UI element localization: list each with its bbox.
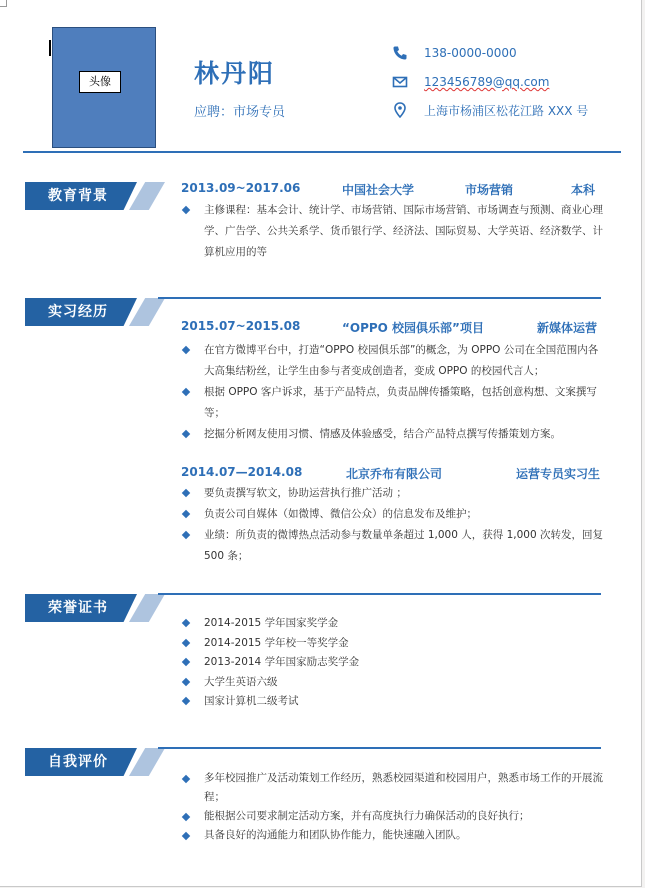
self-eval-text: 多年校园推广及活动策划工作经历，熟悉校园渠道和校园用户，熟悉市场工作的开展流程；	[204, 772, 603, 803]
internship-1-head	[181, 319, 601, 337]
internship-1-role: 新媒体运营	[537, 321, 598, 335]
education-school: 中国社会大学	[342, 183, 415, 197]
internship-bullet-text: 根据 OPPO 客户诉求，基于产品特点，负责品牌传播策略，包括创意构想、文案撰写等；	[204, 386, 597, 419]
bullet-diamond-icon	[182, 430, 190, 438]
list-item	[180, 653, 605, 673]
internship-2-org: 北京乔布有限公司	[346, 467, 443, 481]
bullet-diamond-icon	[182, 619, 190, 627]
bullet-diamond-icon	[182, 206, 190, 214]
list-item	[180, 673, 605, 693]
bullet-diamond-icon	[182, 697, 190, 705]
section-divider-self-eval	[158, 747, 601, 749]
page-corner-mark	[0, 0, 7, 7]
internship-2-bullets	[180, 483, 605, 567]
section-divider-honors	[158, 593, 601, 595]
bullet-diamond-icon	[182, 388, 190, 396]
list-item	[180, 483, 605, 504]
bullet-diamond-icon	[182, 531, 190, 539]
section-title-honors: 荣誉证书	[48, 600, 108, 616]
bullet-diamond-icon	[182, 638, 190, 646]
section-title-internship: 实习经历	[48, 304, 108, 320]
education-degree: 本科	[571, 183, 596, 197]
section-divider-internship	[158, 297, 601, 299]
honor-text: 2013-2014 学年国家励志奖学金	[204, 656, 360, 669]
internship-bullet-text: 在官方微博平台中，打造“OPPO 校园俱乐部”的概念，为 OPPO 公司在全国范围内各大高集结粉丝，让学生由参与者变成创造者，变成 OPPO 的校园代言人；	[204, 344, 599, 377]
honor-text: 国家计算机二级考试	[204, 695, 299, 708]
bullet-diamond-icon	[182, 775, 190, 783]
internship-bullet-text: 要负责撰写软文，协助运营执行推广活动 ；	[204, 487, 407, 499]
bullet-diamond-icon	[182, 832, 190, 840]
bullet-diamond-icon	[182, 678, 190, 686]
list-item	[180, 424, 605, 445]
internship-1-period: 2015.07~2015.08	[181, 319, 301, 333]
text-cursor	[49, 40, 51, 56]
education-major: 市场营销	[465, 183, 514, 197]
list-item	[180, 826, 605, 845]
list-item	[180, 340, 605, 382]
education-period: 2013.09~2017.06	[181, 181, 301, 195]
internship-1-org: “OPPO 校园俱乐部”项目	[342, 321, 484, 335]
internship-bullet-text: 业绩：所负责的微博热点活动参与数量单条超过 1,000 人，获得 1,000 次转发，回复 500 条；	[204, 529, 603, 562]
bullet-diamond-icon	[182, 510, 190, 518]
list-item	[180, 769, 605, 807]
list-item	[180, 807, 605, 826]
location-pin-icon	[392, 102, 408, 118]
list-item	[180, 614, 605, 634]
education-bullet-text: 主修课程：基本会计、统计学、市场营销、国际市场营销、市场调查与预测、商业心理学、广告学、公共关系学、货币银行学、经济法、国际贸易、大学英语、经济数学、计算机应用的等	[204, 204, 603, 258]
contact-phone	[392, 43, 517, 63]
internship-1-bullets	[180, 340, 605, 445]
candidate-name: 林丹阳	[194, 59, 276, 88]
internship-bullet-text: 挖掘分析网友使用习惯、情感及体验感受，结合产品特点撰写传播策划方案。	[204, 428, 561, 440]
address-text: 上海市杨浦区松花江路 XXX 号	[424, 103, 589, 118]
mail-icon	[392, 74, 408, 90]
list-item	[180, 525, 605, 567]
education-entry-head	[181, 181, 601, 199]
list-item	[180, 382, 605, 424]
list-item	[180, 200, 605, 263]
avatar-photo-box[interactable]	[52, 27, 156, 148]
list-item	[180, 692, 605, 712]
internship-2-period: 2014.07—2014.08	[181, 465, 303, 479]
job-target: 应聘：市场专员	[194, 105, 286, 120]
section-title-education: 教育背景	[48, 188, 108, 204]
list-item	[180, 504, 605, 525]
honor-text: 2014-2015 学年校一等奖学金	[204, 636, 349, 649]
email-text[interactable]: 123456789@qq.com	[424, 75, 550, 89]
header-divider	[23, 151, 621, 153]
self-eval-list	[180, 769, 605, 845]
honor-text: 2014-2015 学年国家奖学金	[204, 617, 339, 629]
avatar-label: 头像	[79, 71, 121, 93]
section-title-self-eval: 自我评价	[48, 754, 108, 770]
bullet-diamond-icon	[182, 813, 190, 821]
contact-address	[392, 100, 588, 120]
bullet-diamond-icon	[182, 346, 190, 354]
self-eval-text: 具备良好的沟通能力和团队协作能力，能快速融入团队。	[204, 829, 467, 841]
bullet-diamond-icon	[182, 658, 190, 666]
internship-2-role: 运营专员实习生	[516, 467, 601, 481]
internship-2-head	[181, 465, 601, 483]
internship-bullet-text: 负责公司自媒体（如微博、微信公众）的信息发布及维护；	[204, 508, 477, 520]
phone-icon	[392, 45, 408, 61]
self-eval-text: 能根据公司要求制定活动方案，并有高度执行力确保活动的良好执行；	[204, 810, 530, 822]
contact-email	[392, 72, 549, 92]
honor-text: 大学生英语六级	[204, 675, 278, 688]
honors-list	[180, 614, 605, 712]
phone-text: 138-0000-0000	[424, 46, 517, 60]
education-bullets	[180, 200, 605, 263]
bullet-diamond-icon	[182, 489, 190, 497]
list-item	[180, 634, 605, 654]
